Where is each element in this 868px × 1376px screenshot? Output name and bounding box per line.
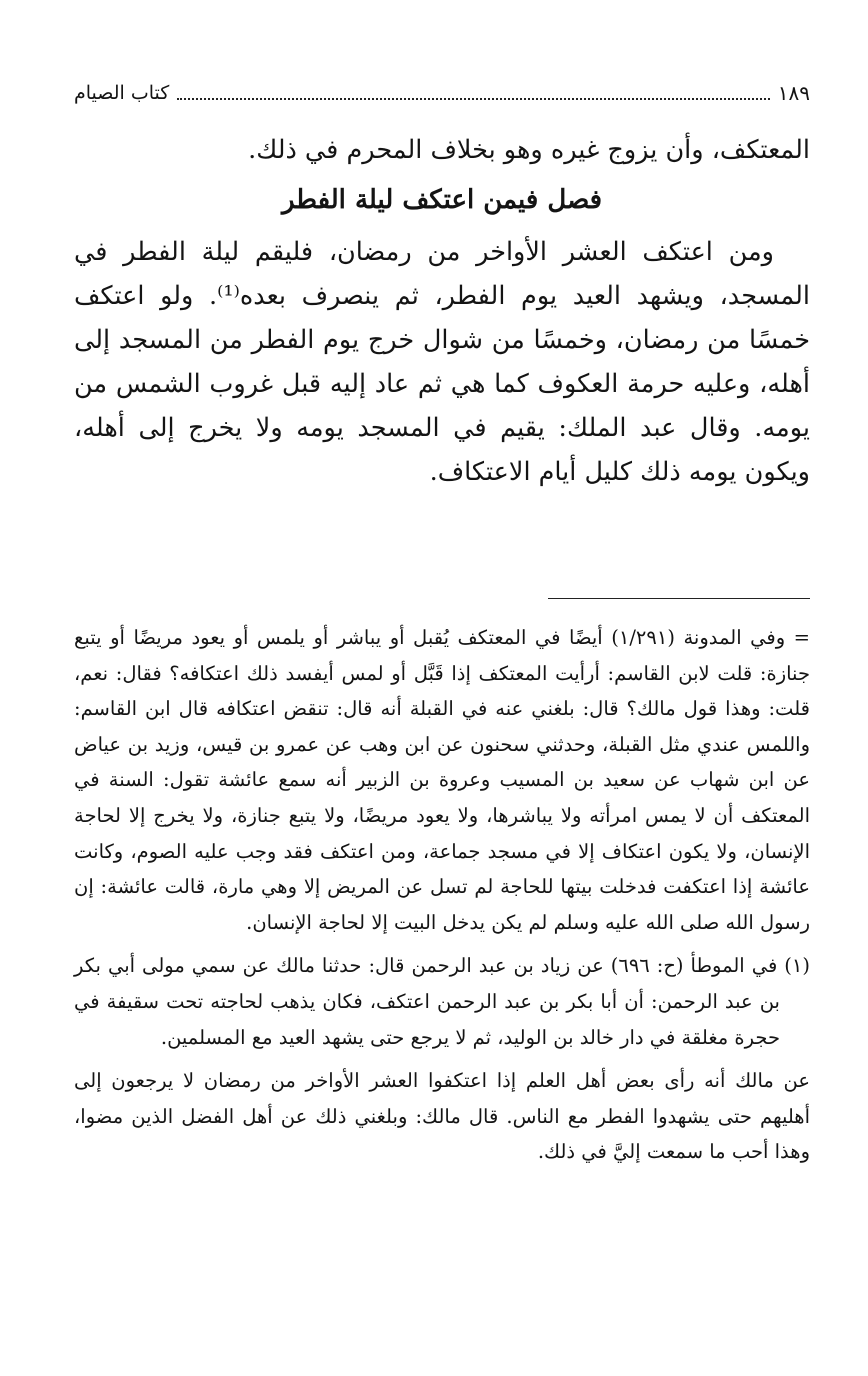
footnotes xyxy=(74,620,810,1170)
main-paragraph: ومن اعتكف العشر الأواخر من رمضان، فليقم ليلة الفطر في المسجد، ويشهد العيد يوم الفطر، ثم ينصرف بعده⁽¹⁾. ولو اعتكف خمسًا من رمضان، وخمسًا من شوال خرج يوم الفطر من المسجد إلى أهله، وعليه حرمة العكوف كما هي ثم عاد إليه قبل غروب الشمس من يومه. وقال عبد الملك: يقيم في المسجد يومه ولا يخرج إلى أهله، ويكون يومه ذلك كليل أيام الاعتكاف. xyxy=(74,237,811,487)
header-dot-leader xyxy=(177,98,769,100)
page-header xyxy=(74,78,810,108)
main-text xyxy=(74,128,810,494)
footnote-separator xyxy=(548,598,810,599)
footnote-1: (١) في الموطأ (ح: ٦٩٦) عن زياد بن عبد الرحمن قال: حدثنا مالك عن سمي مولى أبي بكر بن عبد الرحمن: أن أبا بكر بن عبد الرحمن اعتكف، فكان يذهب لحاجته تحت سقيفة في حجرة مغلقة في دار خالد بن الوليد، ثم لا يرجع حتى يشهد العيد مع المسلمين. xyxy=(74,954,810,1049)
opening-line: المعتكف، وأن يزوج غيره وهو بخلاف المحرم في ذلك. xyxy=(248,135,810,165)
running-title: كتاب الصيام xyxy=(74,82,170,104)
footnote-1-continued: عن مالك أنه رأى بعض أهل العلم إذا اعتكفوا العشر الأواخر من رمضان لا يرجعون إلى أهليهم حتى يشهدوا الفطر مع الناس. قال مالك: وبلغني ذلك عن أهل الفضل الذين مضوا، وهذا أحب ما سمعت إليَّ في ذلك. xyxy=(74,1069,810,1164)
page-number: ١٨٩ xyxy=(777,81,810,105)
footnote-continuation: = وفي المدونة (١/٢٩١) أيضًا في المعتكف يُقبل أو يباشر أو يلمس أو يعود مريضًا أو يتبع جنازة: قلت لابن القاسم: أرأيت المعتكف إذا قَبَّل أو لمس أيفسد ذلك اعتكافه؟ فقال: نعم، قلت: وهذا قول مالك؟ قال: بلغني عنه في القبلة أنه قال: تنقض اعتكافه قال ابن القاسم: واللمس عندي مثل القبلة، وحدثني سحنون عن ابن وهب عن عمرو بن قيس، وزيد بن عياض عن ابن شهاب عن سعيد بن المسيب وعروة بن الزبير أنه سمع عائشة تقول: السنة في المعتكف أن لا يمس امرأته ولا يباشرها، ولا يعود مريضًا، ولا يتبع جنازة، ولا يخرج إلا لحاجة الإنسان، ولا يكون اعتكاف إلا في مسجد جماعة، ومن اعتكف فقد وجب عليه الصوم، وكانت عائشة إذا اعتكفت فدخلت بيتها للحاجة لم تسل عن المريض إلا وهي مارة، قالت عائشة: إن رسول الله صلى الله عليه وسلم لم يكن يدخل البيت إلا لحاجة الإنسان. xyxy=(74,626,811,934)
section-heading: فصل فيمن اعتكف ليلة الفطر xyxy=(281,185,603,215)
